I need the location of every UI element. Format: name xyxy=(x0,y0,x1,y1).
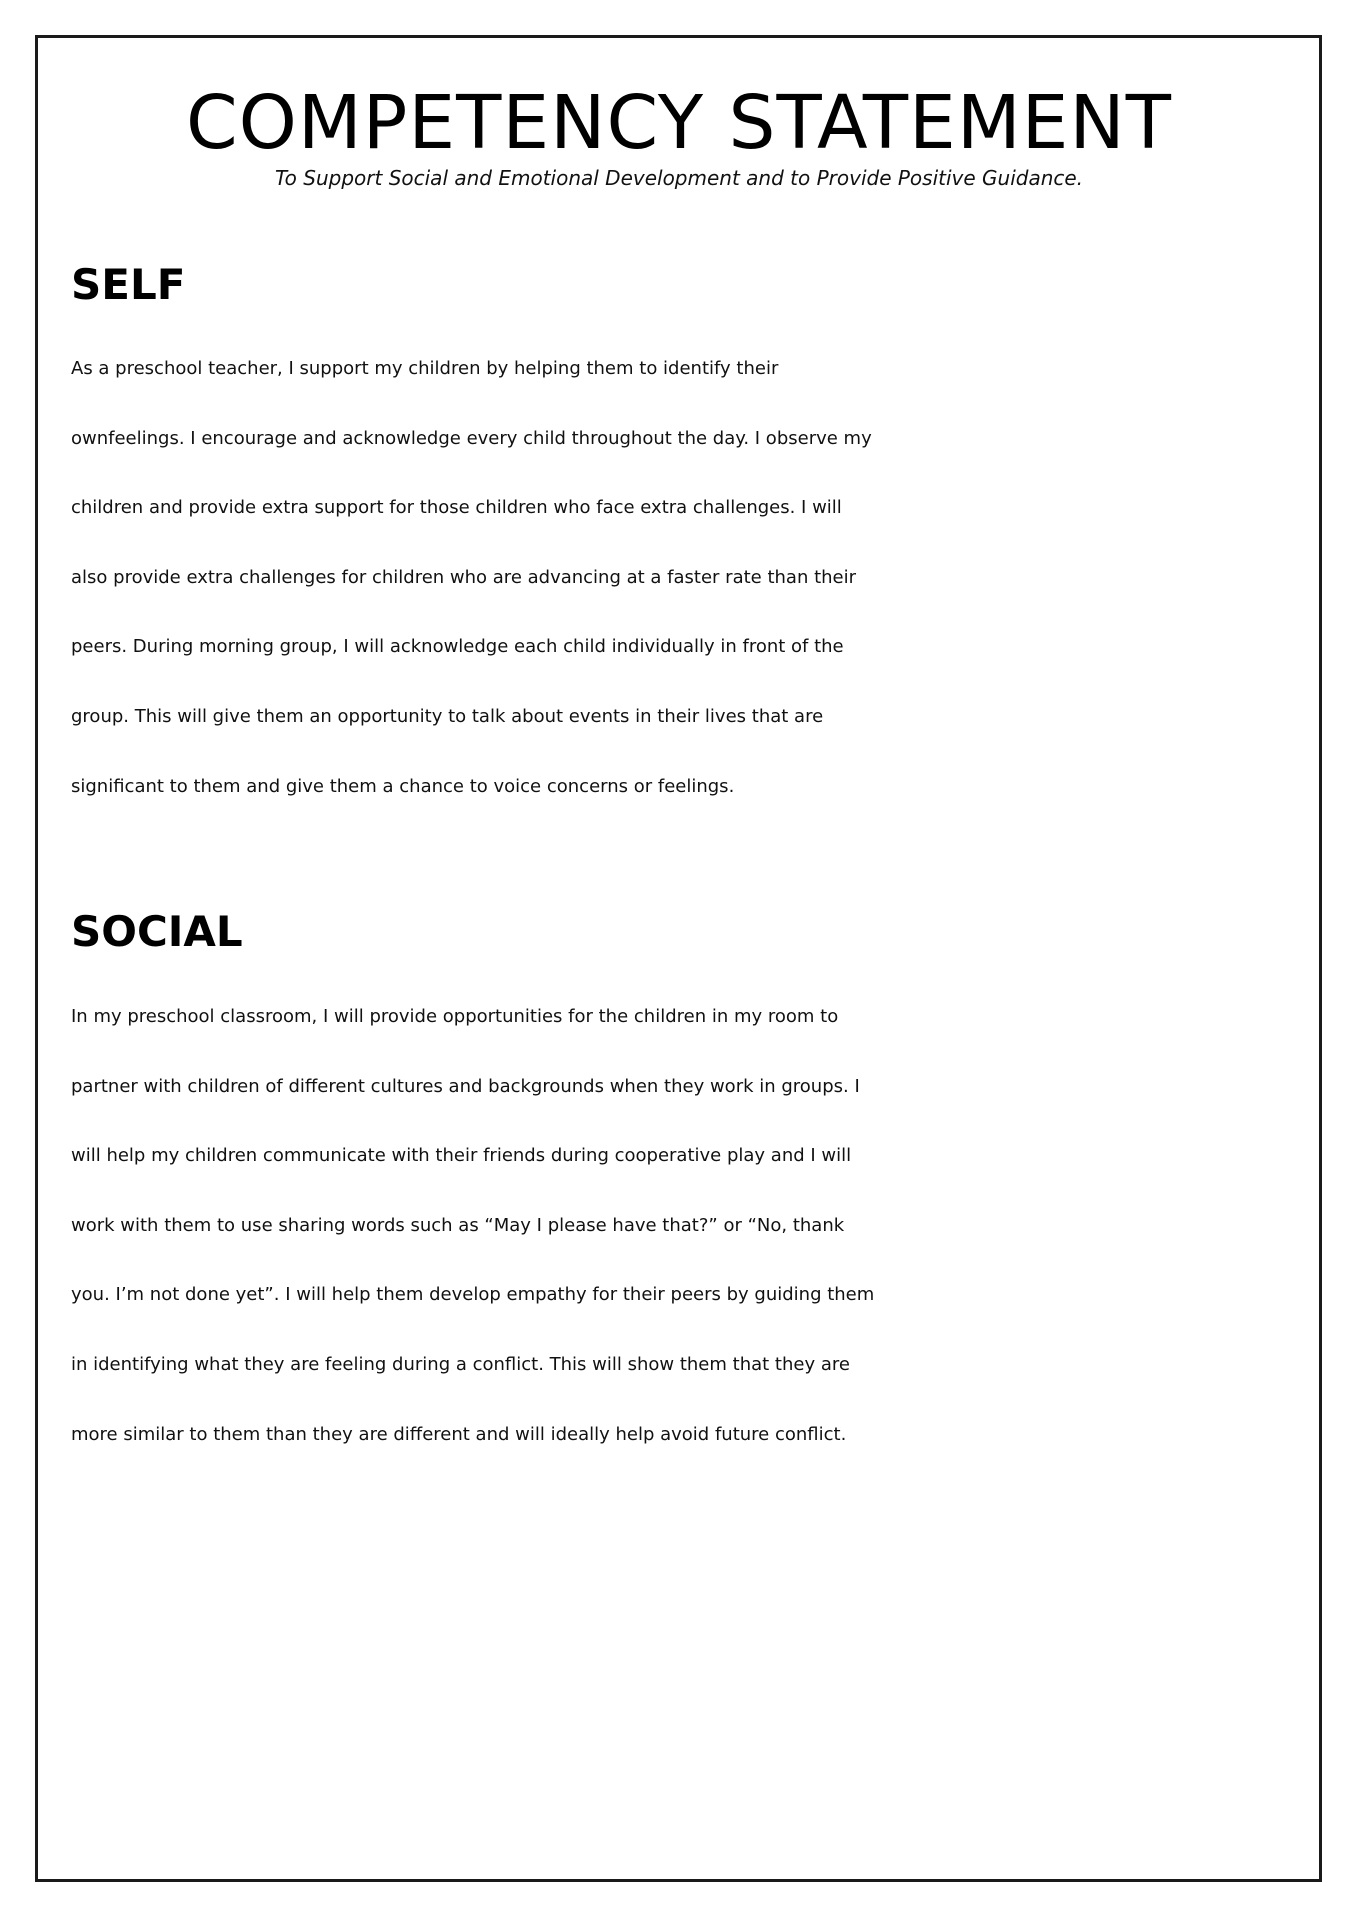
paragraph-line: partner with children of different cultures and backgrounds when they work in groups. I xyxy=(71,1075,860,1097)
paragraph-line: ownfeelings. I encourage and acknowledge every child throughout the day. I observe my xyxy=(71,427,872,449)
section-heading-self: SELF xyxy=(71,260,186,309)
paragraph-line: As a preschool teacher, I support my children by helping them to identify their xyxy=(71,358,779,379)
paragraph-line: work with them to use sharing words such as “May I please have that?” or “No, thank xyxy=(71,1214,845,1236)
paragraph-line: significant to them and give them a chance to voice concerns or feelings. xyxy=(71,775,735,797)
section-heading-social: SOCIAL xyxy=(71,907,243,956)
paragraph-line: In my preschool classroom, I will provide opportunities for the children in my room to xyxy=(71,1006,839,1027)
paragraph-line: peers. During morning group, I will acknowledge each child individually in front of the xyxy=(71,636,844,658)
paragraph-line: more similar to them than they are different and will ideally help avoid future conflict. xyxy=(71,1423,847,1445)
paragraph-line: children and provide extra support for those children who face extra challenges. I will xyxy=(71,497,842,519)
section-body-social xyxy=(71,982,1301,1469)
section-body-self xyxy=(71,334,1301,821)
paragraph-line: group. This will give them an opportunity to talk about events in their lives that are xyxy=(71,705,824,727)
paragraph-line: will help my children communicate with their friends during cooperative play and I will xyxy=(71,1145,852,1167)
paragraph-line: you. I’m not done yet”. I will help them develop empathy for their peers by guiding them xyxy=(71,1284,875,1306)
paragraph-line: in identifying what they are feeling during a conflict. This will show them that they are xyxy=(71,1353,850,1375)
paragraph-line: also provide extra challenges for children who are advancing at a faster rate than their xyxy=(71,566,857,588)
document-title: COMPETENCY STATEMENT xyxy=(186,80,1172,166)
document-subtitle: To Support Social and Emotional Development and to Provide Positive Guidance. xyxy=(274,166,1084,190)
